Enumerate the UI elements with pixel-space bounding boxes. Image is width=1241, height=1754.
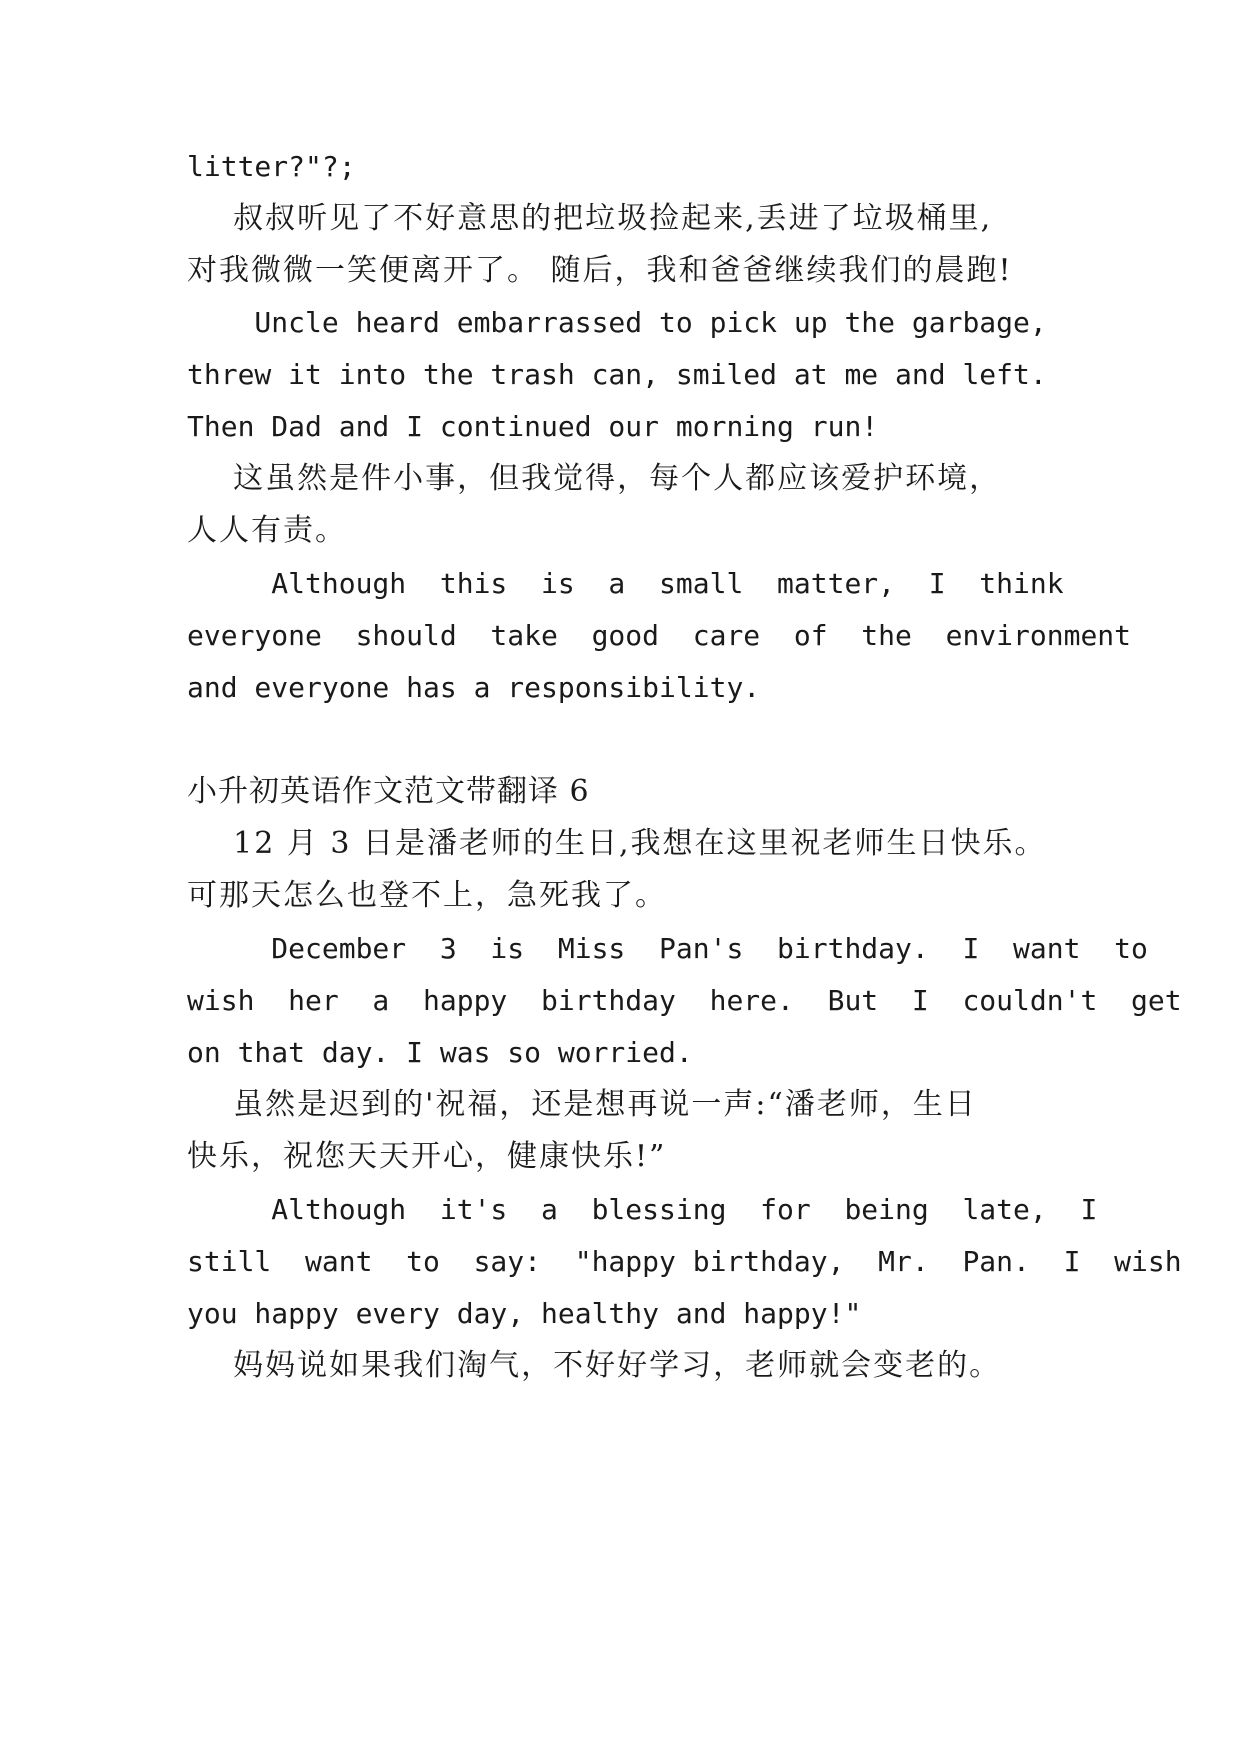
paragraph-line: 对我微微一笑便离开了。 随后，我和爸爸继续我们的晨跑! [187,253,1013,288]
paragraph-line: Although this is a small matter, I think [187,567,1064,600]
paragraph-line: 人人有责。 [187,513,347,548]
paragraph-line: 这虽然是件小事，但我觉得，每个人都应该爱护环境， [187,461,1002,496]
paragraph-line: Then Dad and I continued our morning run! [187,410,879,443]
paragraph-line: 可那天怎么也登不上，急死我了。 [187,878,667,913]
paragraph-line: and everyone has a responsibility. [187,671,761,704]
paragraph-line: Uncle heard embarrassed to pick up the garbage, [187,306,1047,339]
paragraph-line: wish her a happy birthday here. But I couldn't get [187,984,1182,1017]
paragraph-line: 虽然是迟到的'祝福，还是想再说一声:“潘老师，生日 [187,1087,977,1122]
paragraph-line: 叔叔听见了不好意思的把垃圾捡起来,丢进了垃圾桶里, [187,201,993,236]
paragraph-line: 12 月 3 日是潘老师的生日,我想在这里祝老师生日快乐。 [187,826,1047,861]
paragraph-line: 妈妈说如果我们淘气，不好好学习，老师就会变老的。 [187,1348,1002,1383]
paragraph-line: Although it's a blessing for being late, I [187,1193,1098,1226]
paragraph-line: everyone should take good care of the environment [187,619,1132,652]
paragraph-line: on that day. I was so worried. [187,1036,693,1069]
paragraph-line: you happy every day, healthy and happy!" [187,1297,862,1330]
paragraph-line: still want to say: "happy birthday, Mr. Pan. I wish [187,1245,1182,1278]
paragraph-line: litter?"?; [187,150,356,183]
section-heading: 小升初英语作文范文带翻译 6 [187,774,590,809]
paragraph-line: threw it into the trash can, smiled at me and left. [187,358,1047,391]
paragraph-line: December 3 is Miss Pan's birthday. I want to [187,932,1148,965]
paragraph-line: 快乐，祝您天天开心，健康快乐!” [187,1139,667,1174]
